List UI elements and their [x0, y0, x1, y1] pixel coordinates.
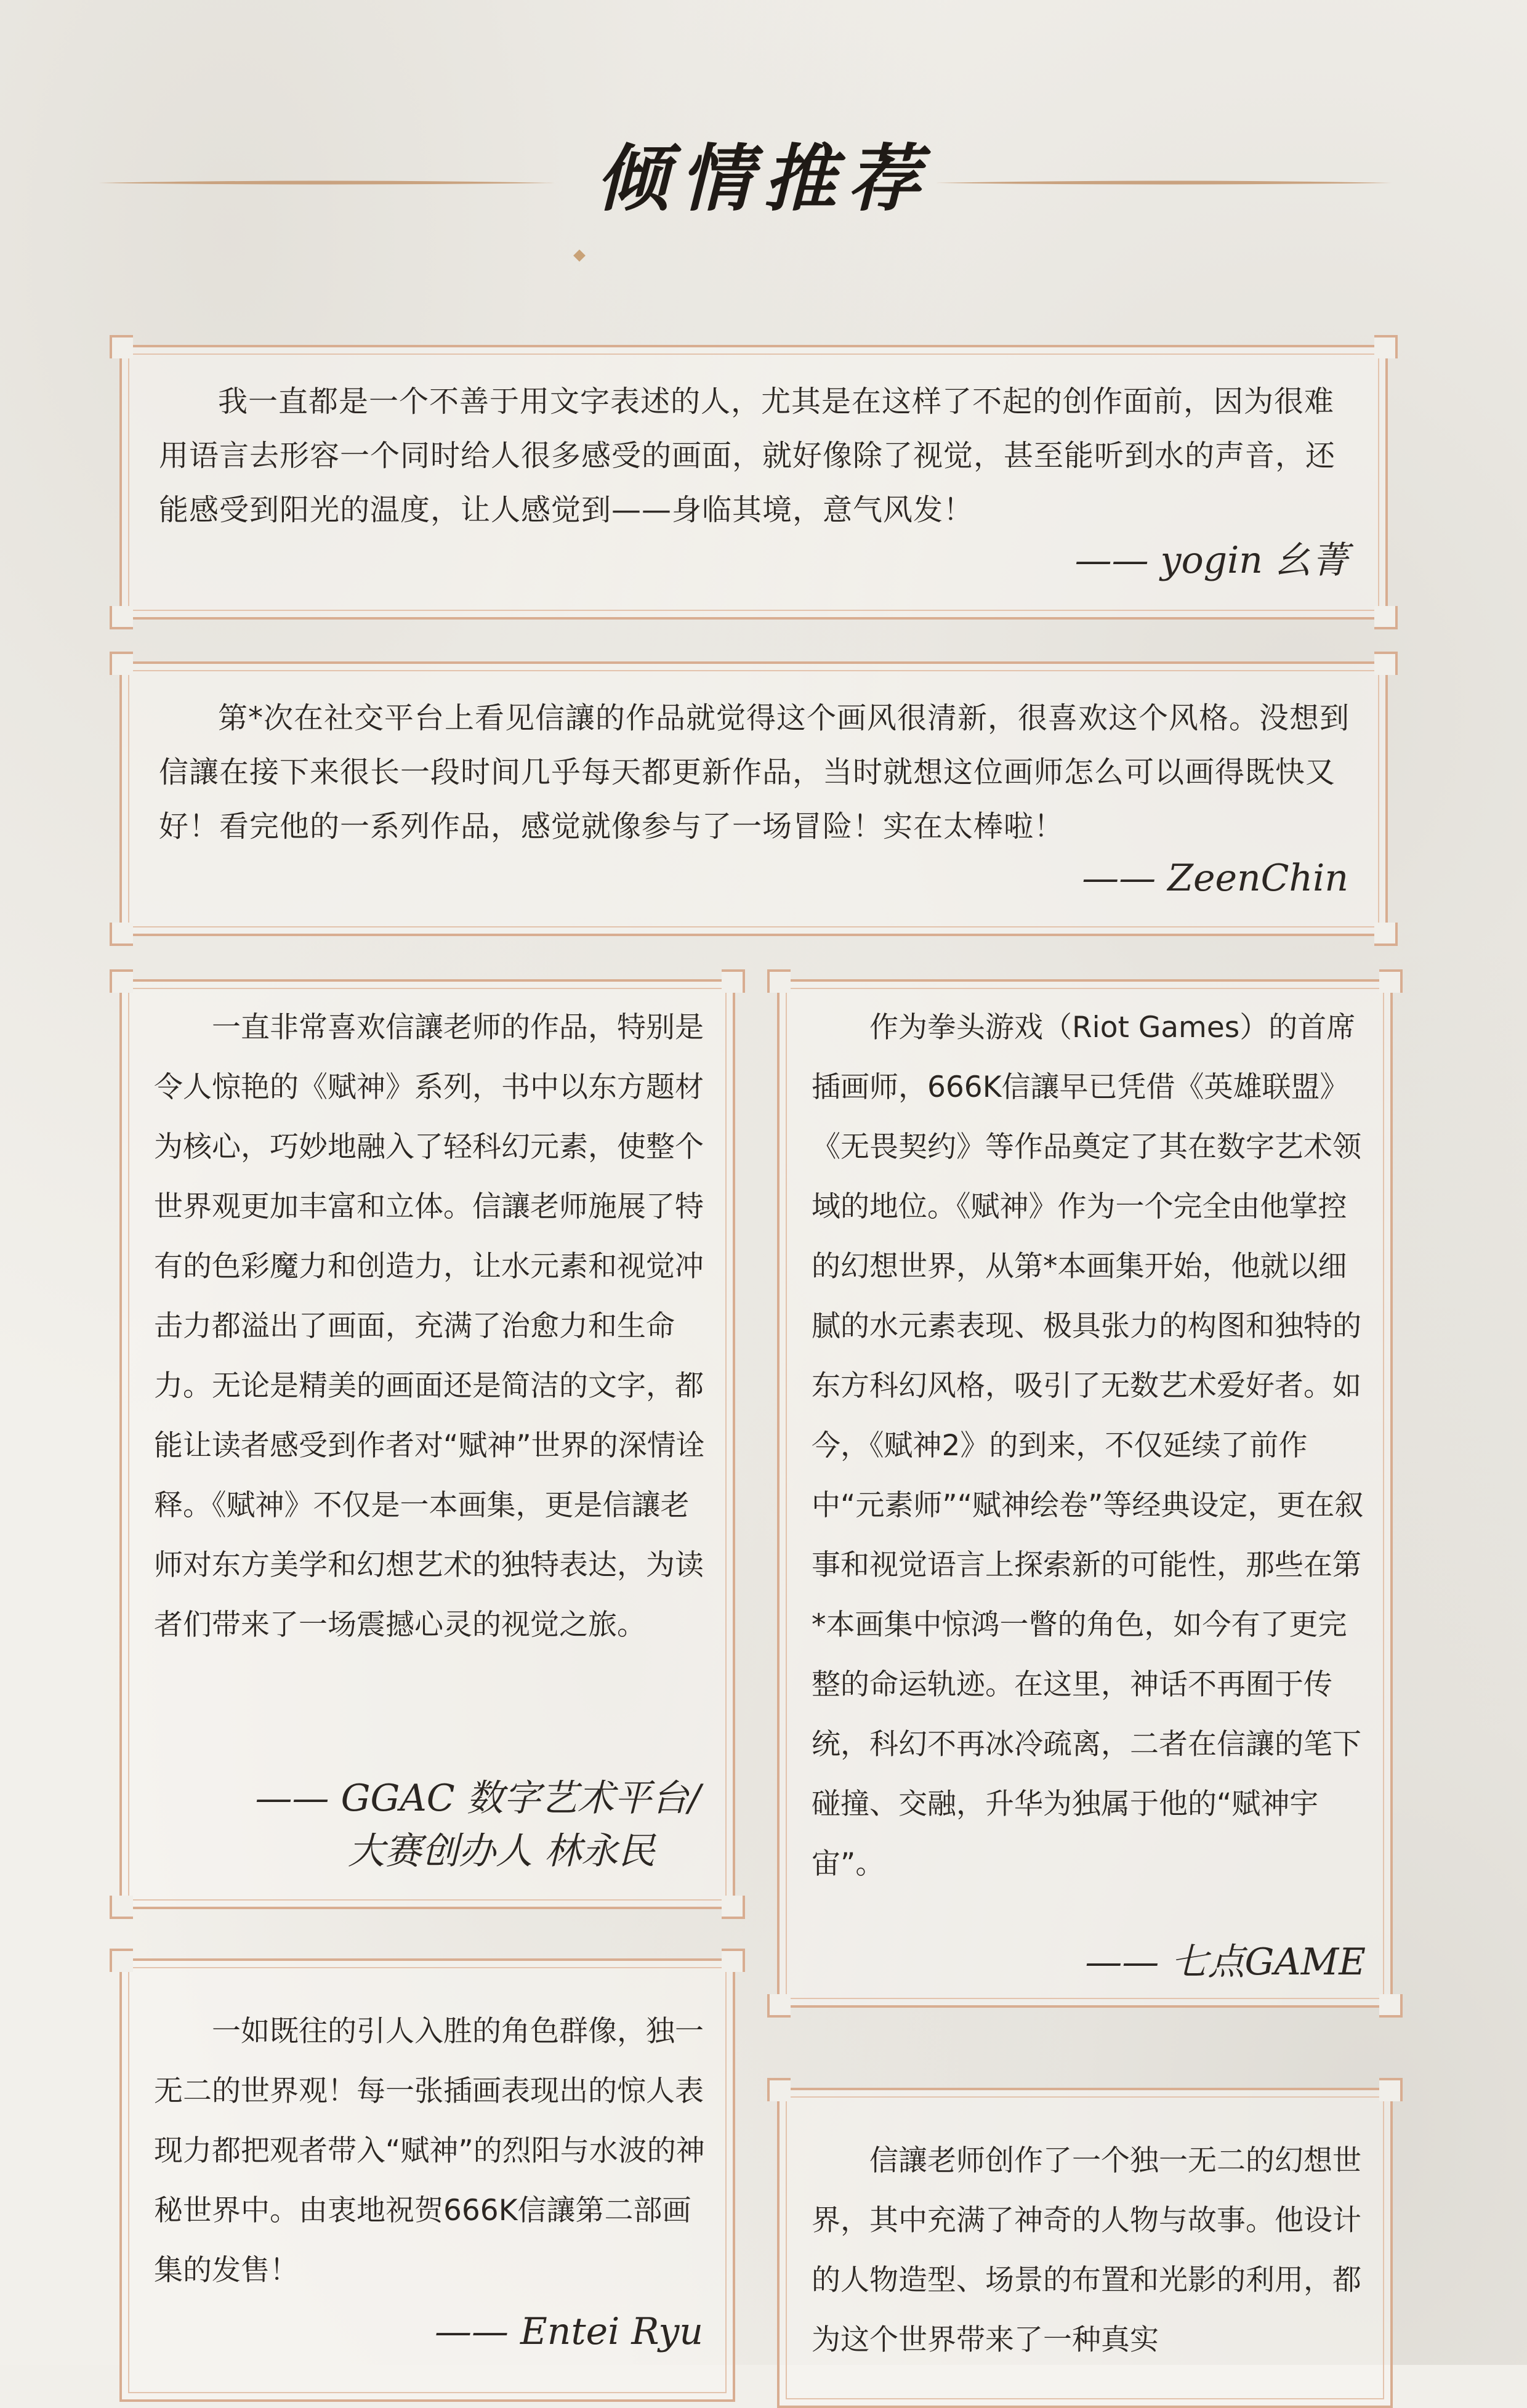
card-corner — [110, 652, 133, 675]
recommendation-text: 信讓老师创作了一个独一无二的幻想世界，其中充满了神奇的人物与故事。他设计的人物造型、场景的布置和光影的利用，都为这个世界带来了一种真实 — [812, 2144, 1361, 2357]
recommendation-text: 第*次在社交平台上看见信讓的作品就觉得这个画风很清新，很喜欢这个风格。没想到信讓在接下来很长一段时间几乎每天都更新作品，当时就想这位画师怎么可以画得既快又好！看完他的一系列作品，感觉就像参与了一场冒险！实在太棒啦！ — [159, 701, 1350, 844]
card-corner — [110, 335, 133, 358]
card-corner — [1374, 335, 1398, 358]
recommendation-card-entei-ryu — [119, 1958, 735, 2402]
page-title: 倾情推荐 — [595, 135, 931, 221]
card-corner — [767, 969, 791, 993]
recommendation-text: 一如既往的引人入胜的角色群像，独一无二的世界观！每一张插画表现出的惊人表现力都把观者带入“赋神”的烈阳与水波的神秘世界中。由衷地祝贺666K信讓第二部画集的发售！ — [154, 2014, 705, 2287]
card-corner — [1374, 606, 1398, 629]
recommendation-card-ggac — [119, 979, 735, 1909]
recommendation-text: 我一直都是一个不善于用文字表述的人，尤其是在这样了不起的创作面前，因为很难用语言去形容一个同时给人很多感受的画面，就好像除了视觉，甚至能听到水的声音，还能感受到阳光的温度，让人感觉到——身临其境，意气风发！ — [159, 384, 1336, 527]
card-corner — [1379, 2078, 1403, 2101]
card-corner — [110, 1896, 133, 1919]
card-corner — [110, 969, 133, 993]
recommendation-card-zeenchin — [119, 661, 1388, 936]
recommendation-card-qidian-game — [777, 979, 1393, 2008]
card-corner — [767, 2078, 791, 2101]
recommendation-text: 一直非常喜欢信讓老师的作品，特别是令人惊艳的《赋神》系列，书中以东方题材为核心，巧妙地融入了轻科幻元素，使整个世界观更加丰富和立体。信讓老师施展了特有的色彩魔力和创造力，让水元素和视觉冲击力都溢出了画面，充满了治愈力和生命力。无论是精美的画面还是简洁的文字，都能让读者感受到作者对“赋神”世界的深情诠释。《赋神》不仅是一本画集，更是信讓老师对东方美学和幻想艺术的独特表达，为读者们带来了一场震撼心灵的视觉之旅。 — [154, 1011, 705, 1642]
section-header — [0, 111, 1527, 246]
card-corner — [722, 969, 745, 993]
card-corner — [110, 923, 133, 946]
card-corner — [722, 1896, 745, 1919]
recommendation-signature: —— 七点GAME — [1085, 1941, 1366, 1984]
header-ornament-right — [936, 180, 1392, 186]
recommendation-text: 作为拳头游戏（Riot Games）的首席插画师，666K信讓早已凭借《英雄联盟》《无畏契约》等作品奠定了其在数字艺术领域的地位。《赋神》作为一个完全由他掌控的幻想世界，从第*本画集开始，他就以细腻的水元素表现、极具张力的构图和独特的东方科幻风格，吸引了无数艺术爱好者。如今，《赋神2》的到来，不仅延续了前作中“元素师”“赋神绘卷”等经典设定，更在叙事和视觉语言上探索新的可能性，那些在第*本画集中惊鸿一瞥的角色，如今有了更完整的命运轨迹。在这里，神话不再囿于传统，科幻不再冰冷疏离，二者在信讓的笔下碰撞、交融，升华为独属于他的“赋神宇宙”。 — [812, 1011, 1364, 1881]
card-corner — [1379, 969, 1403, 993]
recommendation-card-6 — [777, 2088, 1393, 2408]
recommendation-signature: —— Entei Ryu — [434, 2310, 703, 2353]
header-ornament-left — [99, 180, 554, 186]
recommendation-signature-line1: —— GGAC 数字艺术平台/ — [255, 1777, 701, 1820]
recommendation-signature: —— yogin 幺菁 — [1074, 539, 1348, 582]
recommendation-signature-line2: 大赛创办人 林永民 — [347, 1830, 655, 1873]
card-corner — [110, 1949, 133, 1972]
recommendation-signature: —— ZeenChin — [1082, 857, 1348, 900]
card-corner — [110, 606, 133, 629]
card-corner — [722, 1949, 745, 1972]
card-corner — [1374, 652, 1398, 675]
card-corner — [1379, 1994, 1403, 2018]
recommendation-card-yogin — [119, 345, 1388, 620]
card-corner — [767, 1994, 791, 2018]
card-corner — [1374, 923, 1398, 946]
